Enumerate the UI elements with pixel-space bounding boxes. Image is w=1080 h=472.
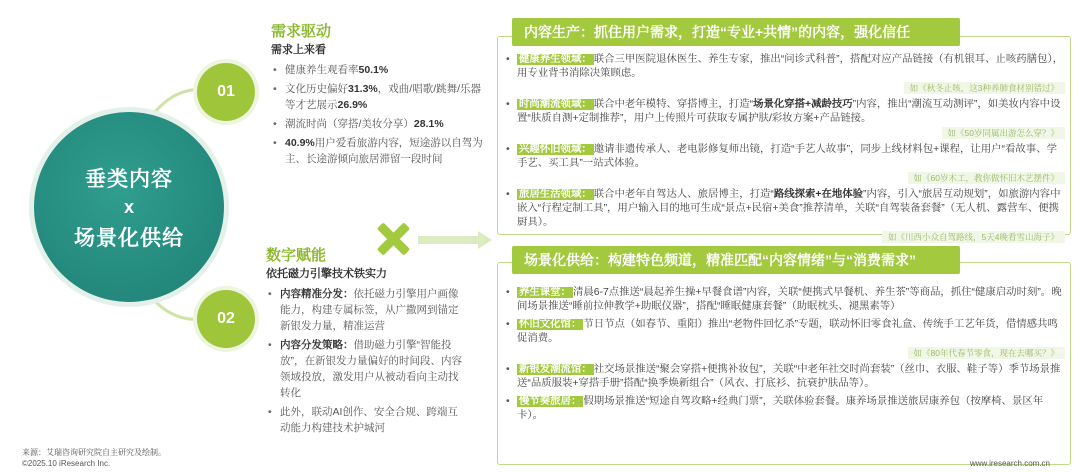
list-item: • 新银发潮流馆： 社交场景推送“聚会穿搭+便携补妆包”，关联“中老年社交时尚套装”（丝巾、衣服、鞋子等）季节场景推送“品质服装+穿搭手册”搭配“换季焕新组合”（风衣、打底衫、抗衰护肤品等）。 (505, 363, 1065, 391)
example-tag: 如《秋冬止咳，这3种养肺食材别错过》 (904, 82, 1065, 94)
example-tag: 如《50岁同属出游怎么穿？》 (942, 127, 1065, 139)
section-number-02: 02 (197, 290, 255, 348)
list-item: • 此外，联动AI创作、安全合规、跨端互动能力构建技术护城河 (266, 404, 466, 436)
section-subtitle-digital: 依托磁力引擎技术铁实力 (266, 268, 387, 280)
source-note: 来源：艾瑞咨询研究院自主研究及绘制。 (22, 448, 166, 457)
example-tag: 如《川西小众自驾路线，5天4晚看雪山海子》 (882, 231, 1065, 243)
list-item: • 内容分发策略：借助磁力引擎“智能投放”，在新银发力量偏好的时间段、内容领域投放，激发用户从被动看向主动找转化 (266, 337, 466, 401)
list-item: • 内容精准分发：依托磁力引擎用户画像能力，构建专属标签，从广撒网到锚定新银发力量，精准运营 (266, 286, 466, 334)
arrow-right-icon (418, 231, 492, 249)
list-item: • 文化历史偏好31.3%，戏曲/唱歌/跳舞/乐器等才艺展示26.9% (271, 81, 486, 113)
list-item: • 健康养生观看率50.1% (271, 62, 486, 78)
list-item: • 时尚潮流领域： 联合中老年模特、穿搭博主，打造“场景化穿搭+减龄技巧”内容，推出“潮流互动测评”，如美妆内容中设置“肤质自测+定制推荐”，用户上传照片可获取专属护肤/彩妆方案+产品链接。 如《50岁同属出游怎么穿？》 (505, 98, 1065, 139)
center-line-2: x (123, 196, 134, 217)
multiply-icon (376, 222, 410, 256)
content-production-banner: 内容生产：抓住用户需求，打造“专业+共情”的内容，强化信任 (512, 18, 960, 46)
scenario-supply-banner: 场景化供给：构建特色频道，精准匹配“内容情绪”与“消费需求” (512, 246, 960, 274)
demand-list (271, 62, 486, 170)
list-item: • 旅居生活领域： 联合中老年自驾达人、旅居博主，打造“路线探索+在地体验”内容，引入“旅居互动规划”，如旅游内容中嵌入“行程定制工具”，用户输入目的地可生成“景点+民宿+美食”推荐清单，关联“自驾装备套餐”（无人机、露营车、便携厨具）。 如《川西小众自驾路线，5天4晚看雪山海子》 (505, 188, 1065, 243)
example-tag: 如《80年代春节零食，现在去哪买？》 (908, 347, 1065, 359)
copyright: ©2025.10 iResearch Inc. (22, 459, 111, 468)
center-line-1: 垂类内容 (85, 167, 173, 191)
list-item: • 潮流时尚（穿搭/美妆分享）28.1% (271, 116, 486, 132)
website-link[interactable]: www.iresearch.com.cn (969, 459, 1050, 468)
center-topic-circle (34, 112, 224, 302)
list-item: • 慢节奏旅居： 假期场景推送“短途自驾攻略+经典门票”，关联体验套餐。康养场景推送旅居康养包（按摩椅、景区年卡）。 (505, 395, 1065, 423)
scenario-supply-list (505, 286, 1065, 427)
list-item: • 兴趣怀旧领域： 邀请非遗传承人、老电影修复师出镜，打造“手艺人故事”，同步上线材料包+课程，让用户“看故事、学手艺、买工具”一站式体验。 如《60岁木工，教你做怀旧木艺摆件》 (505, 143, 1065, 184)
section-title-digital: 数字赋能 (266, 247, 327, 264)
list-item: • 40.9%用户爱看旅游内容，短途游以自驾为主、长途游倾向旅居滞留一段时间 (271, 135, 486, 167)
list-item: • 健康养生领域： 联合三甲医院退休医生、养生专家，推出“问诊式科普”，搭配对应产品链接（有机银耳、止咳药膳包），用专业背书消除决策顾虑。 如《秋冬止咳，这3种养肺食材别错过》 (505, 53, 1065, 94)
section-title-demand: 需求驱动 (271, 23, 332, 40)
center-line-3: 场景化供给 (74, 226, 184, 250)
content-production-list (505, 53, 1065, 247)
list-item: • 养生课堂： 清晨6-7点推送“晨起养生操+早餐食谱”内容，关联“便携式早餐机、养生茶”等商品，抓住“健康启动时刻”。晚间场景推送“睡前拉伸教学+助眠仪器”，搭配“睡眠健康套餐”（助眠枕头、褪黑素等） (505, 286, 1065, 314)
section-number-01: 01 (197, 63, 255, 121)
digital-list (266, 286, 466, 439)
example-tag: 如《60岁木工，教你做怀旧木艺摆件》 (908, 172, 1065, 184)
section-subtitle-demand: 需求上来看 (271, 44, 326, 56)
list-item: • 怀旧文化馆： 节日节点（如春节、重阳）推出“老物件回忆杀”专题，联动怀旧零食礼盒、传统手工艺年货，借情感共鸣促消费。 如《80年代春节零食，现在去哪买？》 (505, 318, 1065, 359)
